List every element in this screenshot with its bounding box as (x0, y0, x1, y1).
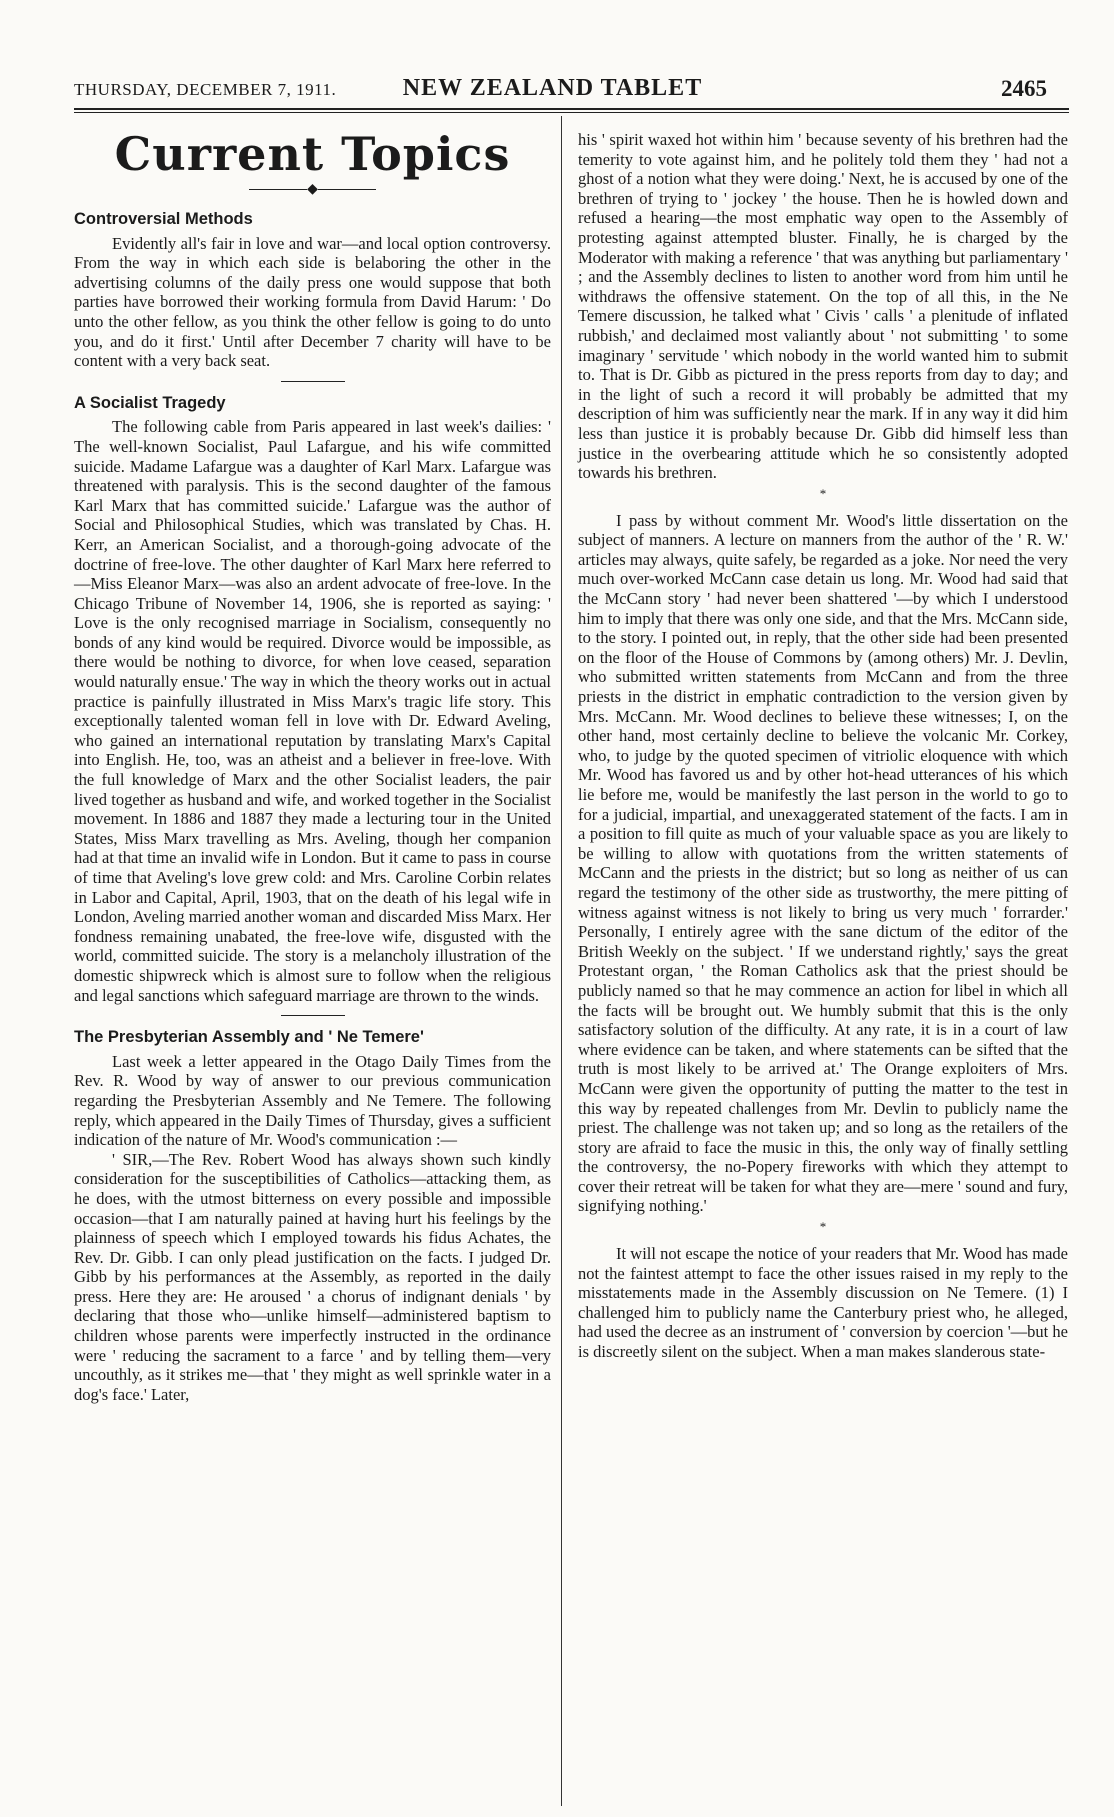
right-column (578, 130, 1068, 1362)
running-head (40, 75, 1065, 108)
section-heading-controversial-methods: Controversial Methods (74, 210, 253, 228)
article-paragraph: Evidently all's fair in love and war—and local option controversy. From the way in which each side is belaboring the other in the advertising columns of the daily press one would suppose that both parties have borrowed their working formula from David Harum: ' Do unto the other fellow, as you think the other fellow is going to do unto you, and do it first.' Until after December 7 charity will have to be content with a very back seat. (74, 233, 551, 371)
page-title: Current Topics (114, 127, 511, 181)
publication-name: NEW ZEALAND TABLET (402, 75, 703, 101)
column-divider (561, 116, 562, 1806)
section-heading-socialist-tragedy: A Socialist Tragedy (74, 393, 226, 412)
header-rule-thin (74, 112, 1069, 113)
title-ornament: ◆ (74, 182, 551, 198)
header-rule (74, 108, 1069, 110)
article-paragraph: I pass by without comment Mr. Wood's little dissertation on the subject of manners. A lecture on manners from the author of the ' R. W.' articles may always, quite safely, be regarded as a joke. Nor need the very much over-worked McCann case detain us long. Mr. Wood had said that the McCann story ' had never been shattered '—by which I understood him to imply that there was only one side, and that the Mrs. McCann side, to the story. I pointed out, in reply, that the other side had been presented on the floor of the House of Commons by (among others) Mr. J. Devlin, who submitted written statements from McCann and from the three priests in the district in emphatic contradiction to the version given by Mrs. McCann. Mr. Wood declines to believe these witnesses; I, on the other hand, most certainly decline to believe the volcanic Mr. Corkey, who, to judge by the quoted specimen of vitriolic eloquence with which Mr. Wood has favored us and by other hot-head utterances of his which lie before me, would be manifestly the last person in the world to go to for a judicial, impartial, and unexaggerated statement of the facts. I am in a position to fill quite as much of your valuable space as you are likely to be willing to allow with quotations from the written statements of McCann and the priests in the district; but so long as neither of us can regard the testimony of the other side as trustworthy, the mere pitting of witness against witness is not likely to bring us very much ' forrarder.' Personally, I entirely agree with the sane dictum of the editor of the British Weekly on the subject. ' If we understand rightly,' says the great Protestant organ, ' the Roman Catholics ask that the priest should be publicly named so that he may commence an action for libel in which all the facts will be brought out. We humbly submit that this is the only satisfactory solution of the difficulty. At any rate, it is in a court of law where evidence can be taken, and where statements can be sifted that the truth is most likely to be arrived at.' The Orange exploiters of Mrs. McCann were given the opportunity of putting the matter to the test in this way by repeated challenges from Mr. Devlin to publicly name the priest. The challenge was not taken up; and so long as the retailers of the story are afraid to face the music in this, the only way of finally settling the controversy, the no-Popery fireworks with which they attempt to cover their retreat will be taken for what they are—mere ' sound and fury, signifying nothing.' (578, 510, 1068, 1216)
star-separator: * (819, 1219, 827, 1235)
newspaper-page (40, 0, 1068, 1817)
left-column (74, 128, 551, 1404)
page-number: 2465 (1001, 76, 1047, 101)
section-divider (281, 1015, 345, 1016)
article-paragraph: his ' spirit waxed hot within him ' because seventy of his brethren had the temerity to vote against him, and he politely told them they ' had not a ghost of a notion what they were doing.' Next, he is accused by one of the brethren of trying to ' jockey ' the house. Then he is howled down and refused a hearing—the most emphatic way open to the Assembly of protesting against attempted bluster. Finally, he is charged by the Moderator with making a reference ' that was anything but parliamentary ' ; and the Assembly declines to listen to another word from him until he withdraws the offensive statement. On the top of all this, in the Ne Temere discussion, he talked what ' Civis ' calls ' a plenitude of inflated rubbish,' and declaimed most valiantly about ' not submitting ' to some imaginary ' servitude ' which nobody in the world wanted him to submit to. That is Dr. Gibb as pictured in the press reports from day to day; and in the light of such a record it will probably be admitted that my description of him was sufficiently near the mark. If in any way it did him less than justice it is probably because Dr. Gibb did himself less than justice in the overbearing attitude which he so consistently adopted towards his brethren. (578, 130, 1068, 483)
star-separator: * (819, 485, 827, 501)
letter-paragraph: ' SIR,—The Rev. Robert Wood has always shown such kindly consideration for the susceptibilities of Catholics—attacking them, as he does, with the utmost bitterness on every possible and impossible occasion—that I am naturally pained at having hurt his feelings by the plainness of speech which I employed towards his fidus Achates, the Rev. Dr. Gibb. I can only plead justification on the facts. I judged Dr. Gibb by his performances at the Assembly, as reported in the daily press. Here they are: He aroused ' a chorus of indignant denials ' by declaring that those who—unlike himself—administered baptism to children whose parents were imperfectly instructed in the ordinance were ' reducing the sacrament to a farce ' and by telling them—very uncouthly, as it strikes me—that ' they might as well sprinkle water in a dog's face.' Later, (74, 1149, 551, 1404)
article-paragraph: The following cable from Paris appeared in last week's dailies: ' The well-known Socialist, Paul Lafargue, and his wife committed suicide. Madame Lafargue was a daughter of Karl Marx. Lafargue was threatened with paralysis. This is the second daughter of the famous Karl Marx that has committed suicide.' Lafargue was the author of Social and Philosophical Studies, which was translated by Chas. H. Kerr, an American Socialist, and a thorough-going advocate of the doctrine of free-love. The other daughter of Karl Marx here referred to—Miss Eleanor Marx—was also an ardent advocate of free-love. In the Chicago Tribune of November 14, 1906, she is reported as saying: ' Love is the only recognised marriage in Socialism, consequently no bonds of any kind would be required. Divorce would be impossible, as there would be nothing to divorce, for when love ceased, separation would naturally ensue.' The way in which the theory works out in actual practice is painfully illustrated in Miss Marx's tragic life story. This exceptionally talented woman fell in love with Dr. Edward Aveling, who gained an international reputation by translating Marx's Capital into English. He, too, was an atheist and a believer in free-love. With the full knowledge of Marx and the other Socialist leaders, the pair lived together as husband and wife, and worked together in the Socialist movement. In 1886 and 1887 they made a lecturing tour in the United States, Miss Marx travelling as Mrs. Aveling, though her companion had at that time an invalid wife in London. But it came to pass in course of time that Aveling's love grew cold: and Mrs. Caroline Corbin relates in Labor and Capital, April, 1903, that on the death of his legal wife in London, Aveling married another woman and discarded Miss Marx. Her fondness remaining unabated, the free-love wife, disgusted with the world, committed suicide. The story is a melancholy illustration of the domestic shipwreck which is almost sure to follow when the religious and legal sanctions which safeguard marriage are thrown to the winds. (74, 417, 551, 1005)
section-heading-presbyterian-assembly: The Presbyterian Assembly and ' Ne Temere' (74, 1028, 424, 1047)
issue-date: THURSDAY, DECEMBER 7, 1911. (74, 80, 337, 99)
section-divider (281, 381, 345, 382)
article-paragraph: Last week a letter appeared in the Otago Daily Times from the Rev. R. Wood by way of answer to our previous communication regarding the Presbyterian Assembly and Ne Temere. The following reply, which appeared in the Daily Times of Thursday, gives a sufficient indication of the nature of Mr. Wood's communication :— (74, 1051, 551, 1150)
article-paragraph: It will not escape the notice of your readers that Mr. Wood has made not the faintest attempt to face the other issues raised in my reply to the misstatements made in the Assembly discussion on Ne Temere. (1) I challenged him to publicly name the Canterbury priest who, he alleged, had used the decree as an instrument of ' conversion by coercion '—but he is discreetly silent on the subject. When a man makes slanderous state- (578, 1244, 1068, 1362)
